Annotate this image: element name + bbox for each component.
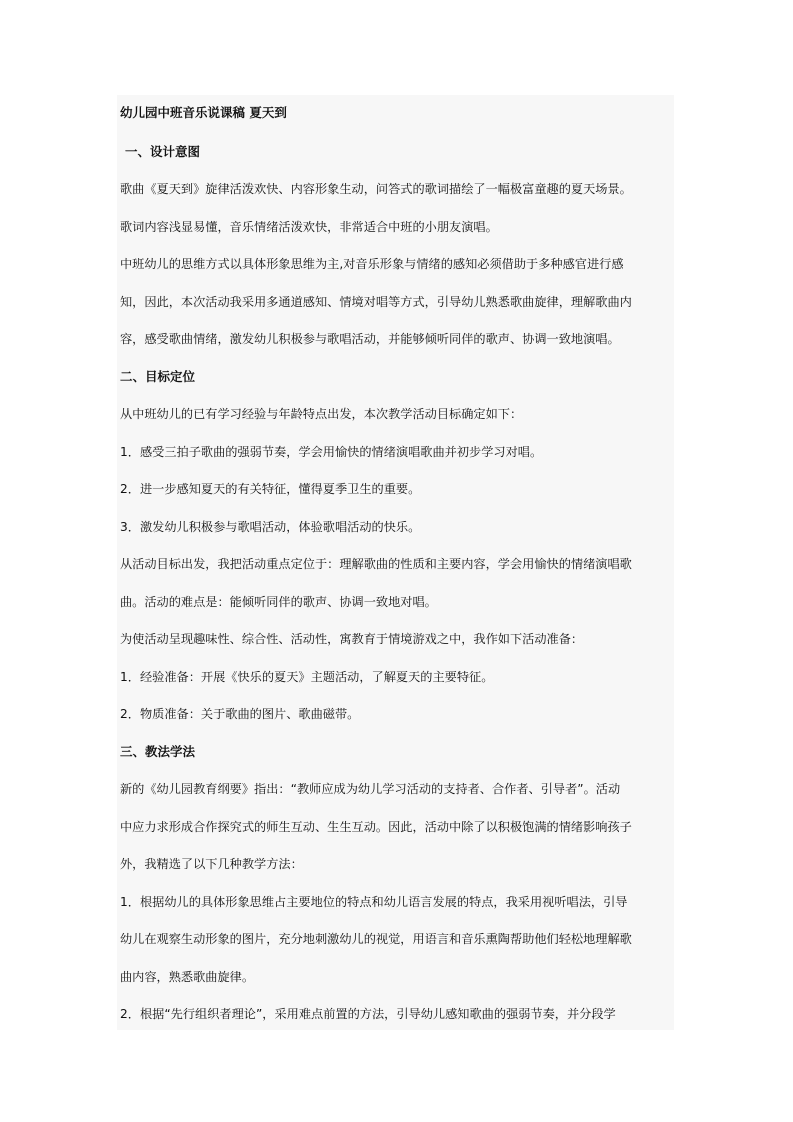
paragraph-line: 歌词内容浅显易懂，音乐情绪活泼欢快，非常适合中班的小朋友演唱。 — [120, 220, 498, 234]
paragraph-line: 歌曲《夏天到》旋律活泼欢快、内容形象生动，问答式的歌词描绘了一幅极富童趣的夏天场景。 — [120, 182, 632, 196]
section-heading-goals: 二、目标定位 — [120, 369, 196, 384]
paragraph-line: 从中班幼儿的已有学习经验与年龄特点出发，本次教学活动目标确定如下： — [120, 407, 523, 421]
section-heading-methods: 三、教法学法 — [120, 744, 196, 759]
paragraph-line: 容，感受歌曲情绪，激发幼儿积极参与歌唱活动，并能够倾听同伴的歌声、协调一致地演唱。 — [120, 332, 620, 346]
paragraph-line: 中班幼儿的思维方式以具体形象思维为主,对音乐形象与情绪的感知必须借助于多种感官进行感 — [120, 257, 624, 271]
list-item: 1．根据幼儿的具体形象思维占主要地位的特点和幼儿语言发展的特点，我采用视听唱法，引导 — [120, 895, 628, 909]
paragraph-line: 新的《幼儿园教育纲要》指出：“教师应成为幼儿学习活动的支持者、合作者、引导者”。活动 — [120, 782, 621, 796]
list-item: 曲内容，熟悉歌曲旋律。 — [120, 970, 255, 984]
section-heading-design-intent: 一、设计意图 — [125, 144, 201, 159]
paragraph-line: 从活动目标出发，我把活动重点定位于：理解歌曲的性质和主要内容，学会用愉快的情绪演唱歌 — [120, 557, 632, 571]
paragraph-line: 中应力求形成合作探究式的师生互动、生生互动。因此，活动中除了以积极饱满的情绪影响孩子 — [120, 820, 632, 834]
list-item: 3．激发幼儿积极参与歌唱活动，体验歌唱活动的快乐。 — [120, 520, 421, 534]
document-title: 幼儿园中班音乐说课稿 夏天到 — [120, 105, 287, 120]
list-item: 幼儿在观察生动形象的图片，充分地刺激幼儿的视觉，用语言和音乐熏陶帮助他们轻松地理解歌 — [120, 932, 632, 946]
list-item: 2．物质准备：关于歌曲的图片、歌曲磁带。 — [120, 707, 360, 721]
paragraph-line: 外，我精选了以下几种教学方法： — [120, 857, 303, 871]
paragraph-line: 为使活动呈现趣味性、综合性、活动性，寓教育于情境游戏之中，我作如下活动准备： — [120, 632, 584, 646]
document-page — [117, 95, 674, 1030]
list-item: 2．进一步感知夏天的有关特征，懂得夏季卫生的重要。 — [120, 482, 421, 496]
paragraph-line: 知，因此，本次活动我采用多通道感知、情境对唱等方式，引导幼儿熟悉歌曲旋律，理解歌曲内 — [120, 295, 632, 309]
paragraph-line: 曲。活动的难点是：能倾听同伴的歌声、协调一致地对唱。 — [120, 595, 437, 609]
list-item: 1．感受三拍子歌曲的强弱节奏，学会用愉快的情绪演唱歌曲并初步学习对唱。 — [120, 445, 543, 459]
list-item: 2．根据“先行组织者理论”，采用难点前置的方法，引导幼儿感知歌曲的强弱节奏，并分段学 — [120, 1007, 616, 1021]
list-item: 1．经验准备：开展《快乐的夏天》主题活动，了解夏天的主要特征。 — [120, 670, 494, 684]
